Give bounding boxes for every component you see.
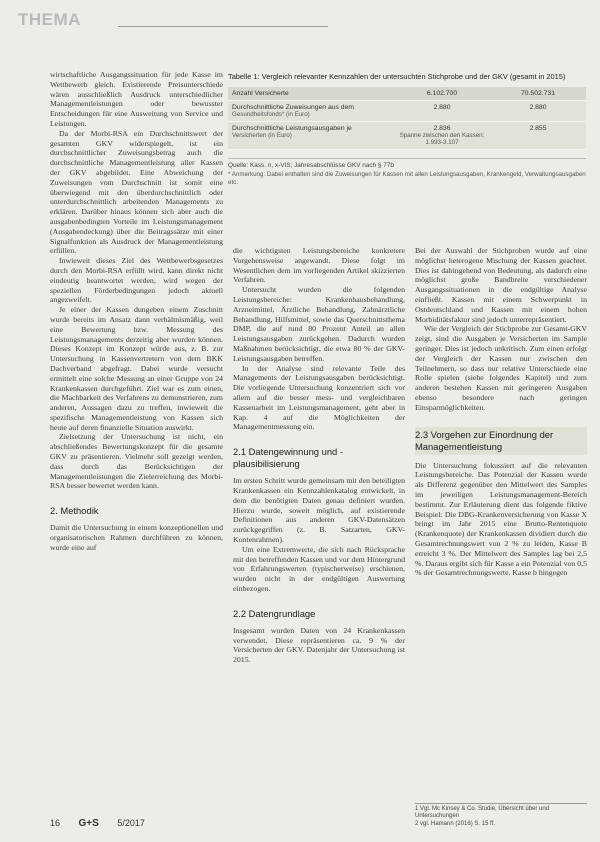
body-paragraph: Zielsetzung der Untersuchung ist nicht, ein abschließendes Bewertungskonzept für die gesamte GKV zu präsentieren. Vielmehr soll gezeigt werden, dass durch das Berücksichtigen der Managementleistungen die Zielerreichung des Morbi-RSA besser bewertet werden kann. bbox=[50, 432, 223, 491]
table-cell-gkv: 2.880 bbox=[490, 101, 586, 122]
body-paragraph: die wichtigsten Leistungsbereiche konkretere Vorgehensweise angewandt. Diese folgt im Wesentlichen dem im vorliegenden Artikel skizzierten Verfahren. bbox=[233, 246, 405, 285]
footnote: 2 vgl. Hamann (2016) S. 15 ff. bbox=[415, 820, 495, 827]
body-paragraph: Insgesamt wurden Daten von 24 Krankenkassen verwendet. Diese repräsentieren ca. 9 % der Versicherten der GKV. Datenjahr der Untersuchung ist 2015. bbox=[233, 625, 405, 665]
table-source: Quelle: Kass. n, x-VIS; Jahresabschlüsse GKV nach § 77b bbox=[228, 158, 586, 169]
table-row bbox=[228, 122, 586, 150]
header-section-label: THEMA bbox=[18, 10, 81, 29]
table-cell-label: Durchschnittliche Leistungsausgaben je Versicherten (in Euro) bbox=[228, 122, 394, 150]
header-rule bbox=[118, 26, 328, 27]
body-paragraph: Im ersten Schritt wurde gemeinsam mit den beteiligten Krankenkassen ein Kennzahlenkatalog entwickelt, in dem die benötigten Daten genau definiert wurden. Hierzu wurde, soweit möglich, auf existierende Definitionen aus anderen GKV-Datensätzen zurückgegriffen (z. B. Satzarten, GKV-Kontenrahmen). bbox=[233, 476, 405, 544]
section-heading-methodik: 2. Methodik bbox=[50, 505, 99, 517]
issue-number: 5/2017 bbox=[117, 818, 145, 828]
text-column-2 bbox=[233, 246, 405, 811]
body-paragraph: Inwieweit dieses Ziel des Wettbewerbsgesetzes durch den Morbi-RSA erfüllt wird, kann direkt nicht eindeutig beantwortet werden, wird wegen der speziellen Förderbedingungen jedoch aktuell angezweifelt. bbox=[50, 256, 223, 305]
table-cell-sample: 2.836 Spanne zwischen den Kassen: 1.993-3.107 bbox=[394, 122, 490, 150]
table-row bbox=[228, 101, 586, 122]
body-paragraph: wirtschaftliche Ausgangssituation für jede Kasse im Wettbewerb gleich. Existierende Preisunterschiede wären ausschließlich Ausdruck unterschiedlicher Managementleistungen oder bewusster Entscheidungen für eine Ausweitung von Service und Leistungen. bbox=[50, 70, 223, 128]
footnotes bbox=[415, 803, 587, 828]
comparison-table bbox=[228, 87, 586, 150]
body-paragraph: In der Analyse sind relevante Teile des Managements der Leistungsausgaben berücksichtigt. Die vorliegende Untersuchung konzentriert sich vor allem auf die besser mess- und vergleichbaren Kassenarbeit im Leistungsmanagement, geht aber in Kap. 4 auf die Möglichkeiten der Managementmessung ein. bbox=[233, 363, 405, 432]
table-cell-sample: 6.102.700 bbox=[394, 87, 490, 101]
table-cell-label: Durchschnittliche Zuweisungen aus dem Gesundheitsfonds* (in Euro) bbox=[228, 101, 394, 122]
body-paragraph: Um eine Extremwerte, die sich nach Rücksprache mit den betreffenden Kassen und vor dem Hintergrund von Erfahrungswerten (typischerweise) erschienen, wurden nicht in der endgültigen Auswertung einbezogen. bbox=[233, 544, 405, 593]
magazine-logo: G+S bbox=[78, 818, 99, 829]
body-paragraph: Da der Morbi-RSA ein Durchschnittswert der gesamten GKV widerspiegelt, ist ein durchschnittlicher Zuweisungsbetrag auch die durchschnittliche Managementleistung aller Kassen der GKV abgebildet. Eine Abweichung der Zuweisungen vom Durchschnitt ist somit eine überwiegend mit den überdurchschnittlich oder unterdurchschnittlich arbeitenden Managements zu erklären. Darüber hinaus können sich aber auch die ausgabenbedingten Vorteile im Leistungsmanagement (Ausgabendeckung) über die Beitragssätze mit einer Signalfunktion als Ausdruck der Managementleistung erfüllen. bbox=[50, 128, 223, 256]
table-cell-gkv: 2.855 bbox=[490, 122, 586, 150]
page-footer bbox=[50, 818, 161, 829]
table-cell-gkv: 70.502.731 bbox=[490, 87, 586, 101]
footnote: 1 Vgl. Mc Kinsey & Co. Studie, Übersicht über und Untersuchungen bbox=[415, 806, 550, 820]
table-cell-label: Anzahl Versicherte bbox=[228, 87, 394, 101]
body-paragraph: Die Untersuchung fokussiert auf die relevanten Leistungsbereiche. Das Potenzial der Kassen wurde als Differenz gegenüber den Mittelwert des Samples im jeweiligen Leistungsmanagement-Bereich bestimmt. Zur Erläuterung dient das folgende fiktive Beispiel: Die DBG-Krankenversicherung von Kasse X bringt im Jahr 2015 eine Brutto-Rentenquote (Krankenquote) der Krankenkassen dividiert durch die Gesamtrechnungswert von 2 % zu leiden, Kasse B erreicht 3 %. Der Mittelwert des Samples lag bei 2,5 %. Daraus ergibt sich für Kasse a ein Potenzial von 0,5 % der Gesamtrechnungswerte. Kasse b hingegen bbox=[415, 460, 587, 578]
table-cell-sample: 2.880 bbox=[394, 101, 490, 122]
table-title: Tabelle 1: Vergleich relevanter Kennzahlen der untersuchten Stichprobe und der GKV (gesamt in 2015) bbox=[228, 72, 566, 81]
table-note: * Anmerkung: Dabei enthalten sind die Zuweisungen für Kassen mit allen Leistungsausgaben, Krankengeld, Verwaltungsausgaben etc. bbox=[228, 171, 586, 186]
body-paragraph: Bei der Auswahl der Stichproben wurde auf eine möglichst heterogene Mischung der Kassen geachtet. Dies ist dahingehend von Bedeutung, als dadurch eine möglichst große Bandbreite verschiedener Ausgangssituationen in die endgültige Analyse einfließt. Kassen mit einem Schwerpunkt in Ostdeutschland und Kassen mit einem hohen Morbiditätsfaktor sind jedoch unterrepräsentiert. bbox=[415, 246, 587, 324]
page-number: 16 bbox=[50, 818, 61, 828]
body-paragraph: Damit die Untersuchung in einem konzeptionellen und organisatorischen Rahmen durchführen zu können, wurde eine auf bbox=[50, 523, 223, 552]
body-paragraph: Untersucht wurden die folgenden Leistungsbereiche: Krankenhausbehandlung, Arzneimittel, Ärztliche Behandlung, Zahnärztliche Behandlung, Hilfsmittel, sowie das Querschnittsthema DMP, die auf rund 80 Prozent Anteil an allen Leistungsausgaben zurückgehen. Dadurch wurden Maßnahmen berücksichtigt, die etwa 80 % der GKV-Leistungsausgaben betreffen. bbox=[233, 285, 405, 363]
table-row bbox=[228, 87, 586, 101]
body-paragraph: Je einer der Kassen dungeben einem Zuschnitt wurde bereits im Ansatz dann verhältnismäßig, weil eine Bewertung bzw. Messung des Leistungsmanagements derzeitig aber wurden können. Dieses Konzept im Konzept würde aus, z. B. zur Untersuchung in Kassenvertretern von dem BKK Dachverband abgefragt. Dabei wurde versucht ermittelt eine solche Messung an einer Gruppe von 24 Krankenkassen durchgeführt. Ziel war es zum einen, die Machbarkeit des Verfahrens zu demonstrieren, zum anderen, Aussagen dazu zu treffen, inwieweit die spezifische Managementleistung von Kassen sich heute auf deren finanzielle Situation auswirkt. bbox=[50, 305, 223, 432]
section-heading-vorgehen: 2.3 Vorgehen zur Einordnung der Managementleistung bbox=[415, 427, 587, 455]
text-column-1 bbox=[50, 70, 223, 810]
section-heading-datengrundlage: 2.2 Datengrundlage bbox=[233, 607, 316, 619]
table-1 bbox=[228, 72, 586, 187]
text-column-3 bbox=[415, 246, 587, 811]
body-paragraph: Wie der Vergleich der Stichprobe zur Gesamt-GKV zeigt, sind die Ausgaben je Versicherten im Sample geringer. Dies ist jedoch unkritisch. Zum einen erfolgt der Vergleich der Kassen nur zwischen den Teilnehmern, so dass nur relative Unterschiede eine Rolle spielen (siehe folgendes Kapitel) und zum anderen bestehen Kassen mit geringeren Ausgaben ebenso besondere nach geringen Einsparmöglichkeiten. bbox=[415, 324, 587, 412]
section-heading-datengewinnung: 2.1 Datengewinnung und -plausibilisierung bbox=[233, 446, 343, 470]
